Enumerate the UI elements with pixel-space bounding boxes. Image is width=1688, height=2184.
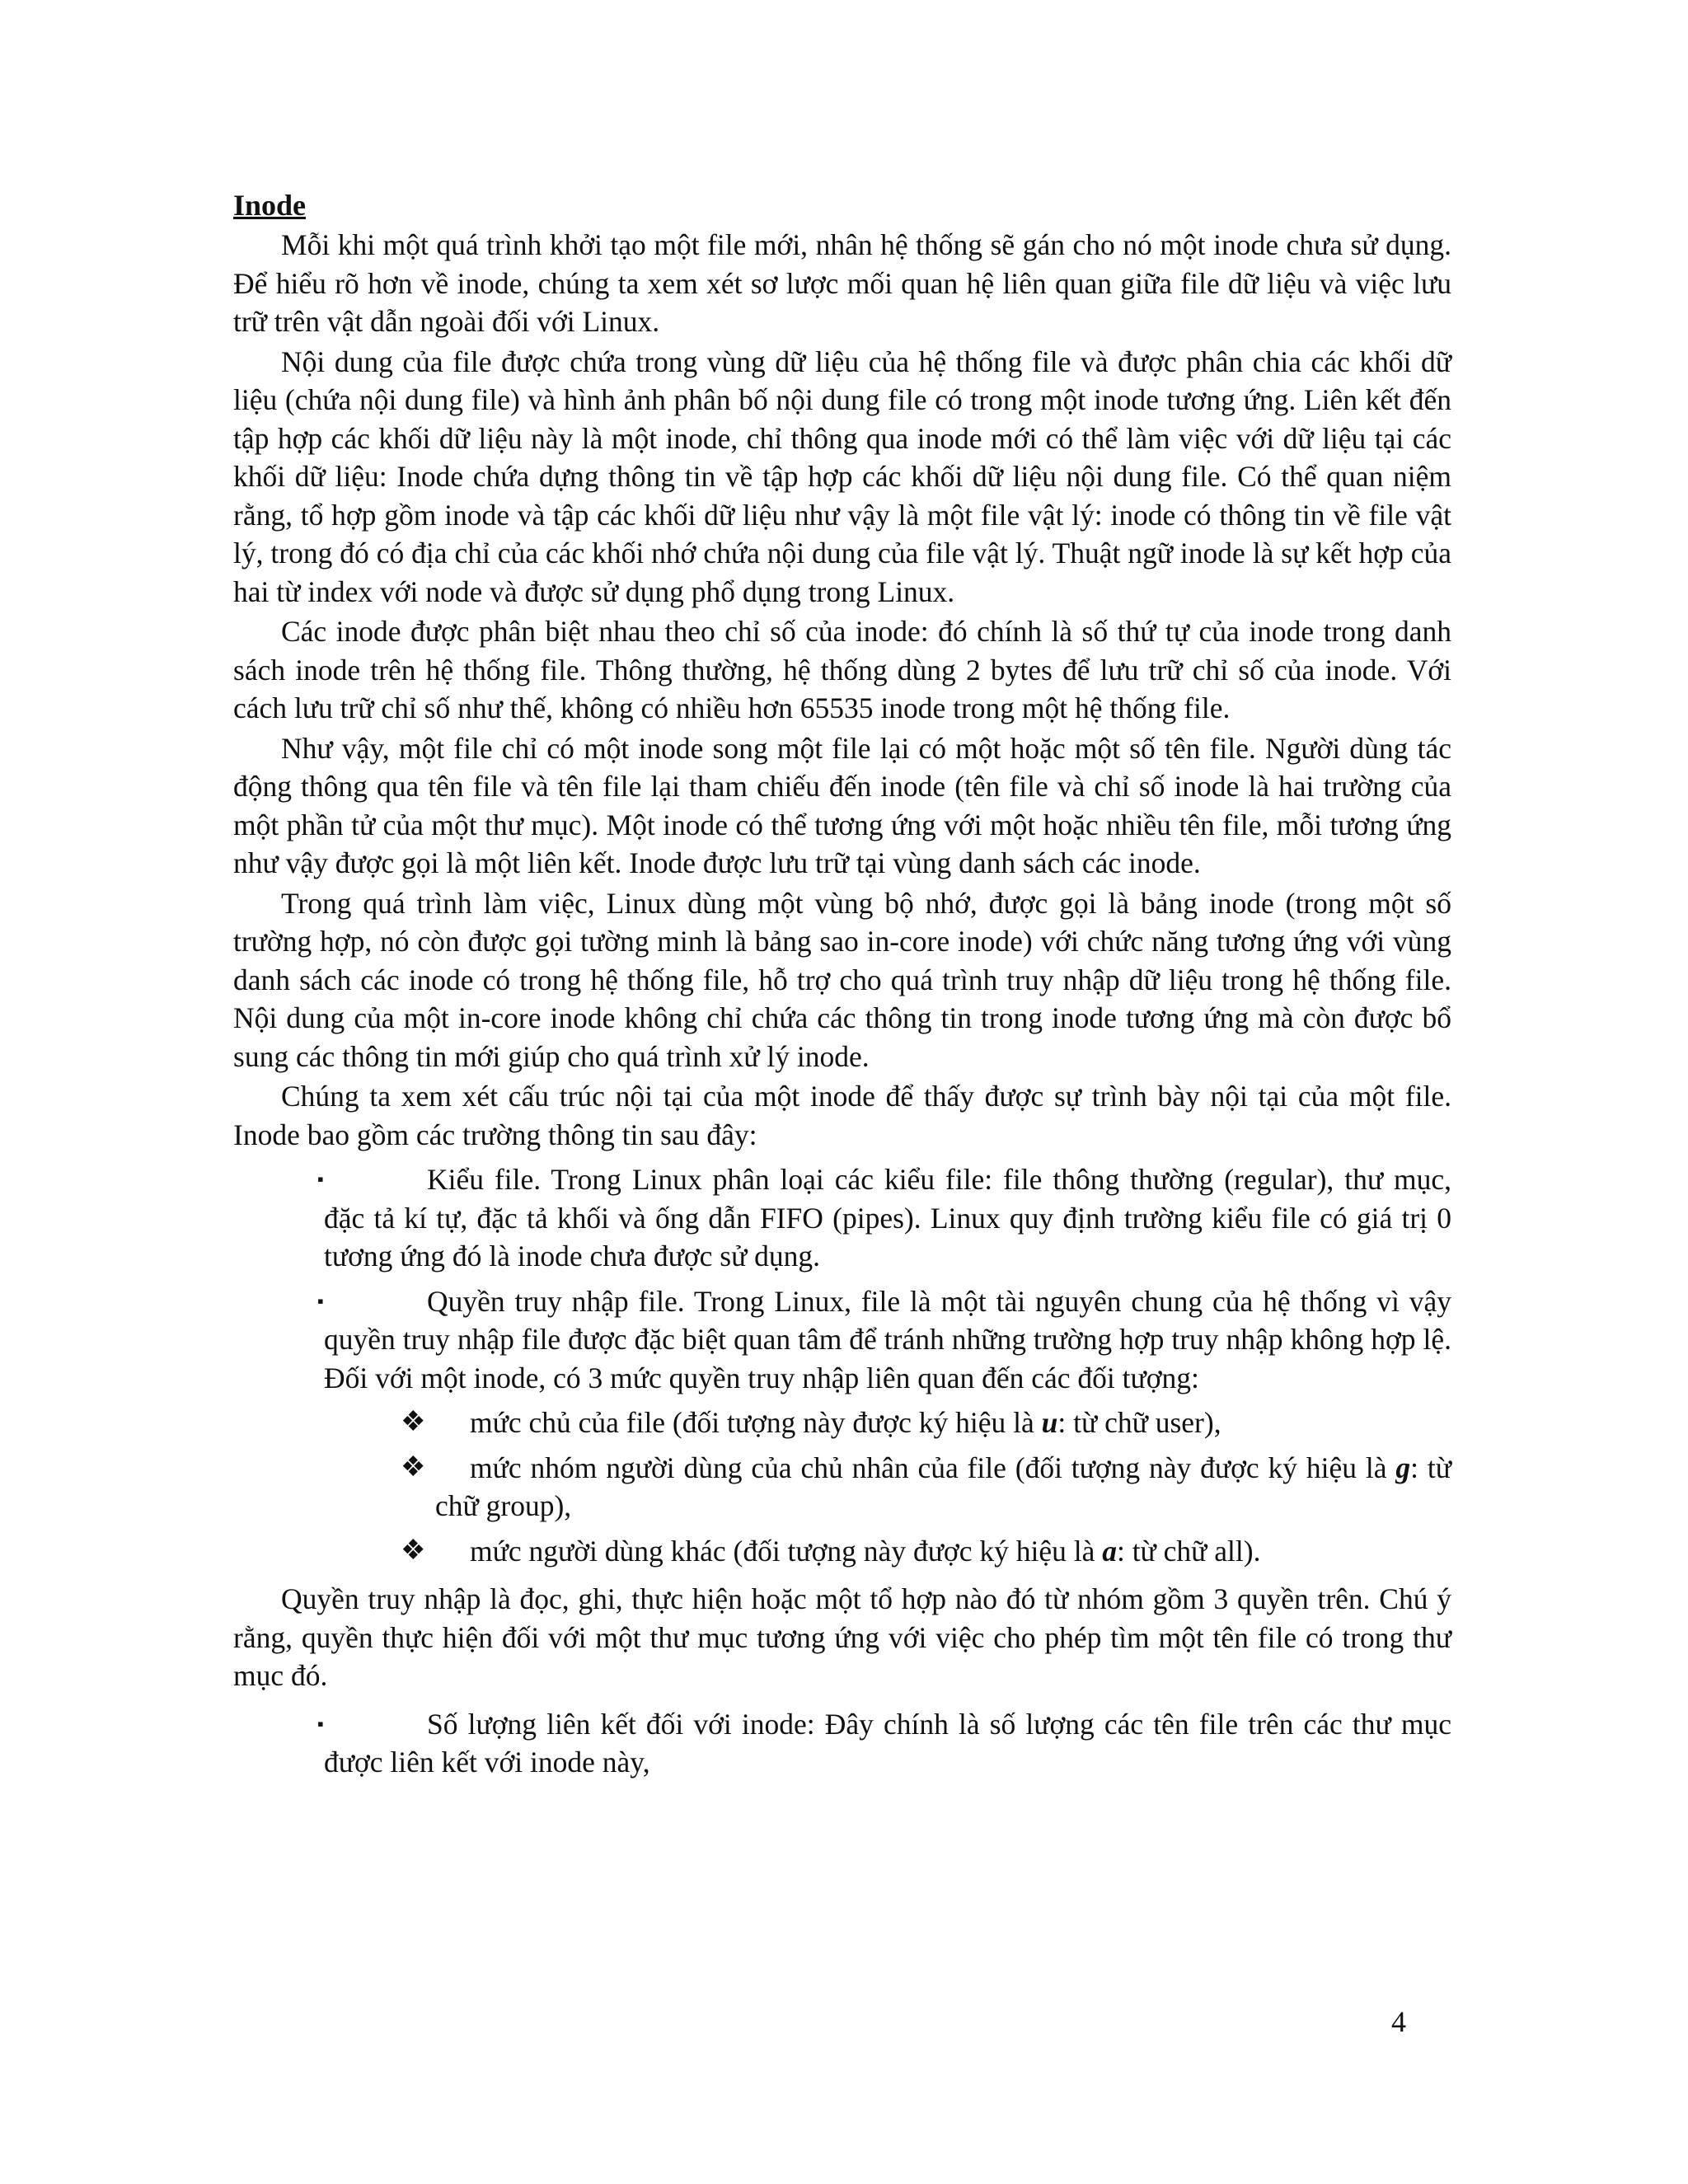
list-item-text: Kiểu file. Trong Linux phân loại các kiểu file: file thông thường (regular), thư mục, đặc tả kí tự, đặc tả khối và ống dẫn FIFO (pipes). Linux quy định trường kiểu file có giá trị 0 tương ứng đó là inode chưa được sử dụng.	[324, 1163, 1451, 1272]
paragraph: Như vậy, một file chỉ có một inode song một file lại có một hoặc một số tên file. Người dùng tác động thông qua tên file và tên file lại tham chiếu đến inode (tên file và chỉ số inode là hai trường của một phần tử của một thư mục). Một inode có thể tương ứng với một hoặc nhiều tên file, mỗi tương ứng như vậy được gọi là một liên kết. Inode được lưu trữ tại vùng danh sách các inode.	[233, 731, 1451, 879]
paragraph: Trong quá trình làm việc, Linux dùng một vùng bộ nhớ, được gọi là bảng inode (trong một số trường hợp, nó còn được gọi tường minh là bảng sao in-core inode) với chức năng tương ứng với vùng danh sách các inode có trong hệ thống file, hỗ trợ cho quá trình truy nhập dữ liệu trong hệ thống file. Nội dung của một in-core inode không chỉ chứa các thông tin trong inode tương ứng mà còn được bổ sung các thông tin mới giúp cho quá trình xử lý inode.	[233, 886, 1451, 1073]
section-title: Inode	[233, 189, 307, 222]
sub-item-text: : từ chữ user),	[1057, 1406, 1221, 1439]
list-item	[317, 1705, 1451, 1782]
bullet-square-icon: ▪	[317, 1713, 324, 1734]
sub-item-text: : từ chữ group),	[435, 1451, 1451, 1522]
diamond-bullet-icon: ❖	[401, 1407, 426, 1437]
paragraph: Nội dung của file được chứa trong vùng dữ liệu của hệ thống file và được phân chia các khối dữ liệu (chứa nội dung file) và hình ảnh phân bố nội dung file có trong một inode tương ứng. Liên kết đến tập hợp các khối dữ liệu này là một inode, chỉ thông qua inode mới có thể làm việc với dữ liệu tại các khối dữ liệu: Inode chứa dựng thông tin về tập hợp các khối dữ liệu nội dung file. Có thể quan niệm rằng, tổ hợp gồm inode và tập các khối dữ liệu như vậy là một file vật lý: inode có thông tin về file vật lý, trong đó có địa chỉ của các khối nhớ chứa nội dung của file vật lý. Thuật ngữ inode là sự kết hợp của hai từ index với node và được sử dụng phổ dụng trong Linux.	[233, 344, 1451, 608]
paragraph: Quyền truy nhập là đọc, ghi, thực hiện hoặc một tổ hợp nào đó từ nhóm gồm 3 quyền trên. Chú ý rằng, quyền thực hiện đối với một thư mục tương ứng với việc cho phép tìm một tên file có trong thư mục đó.	[233, 1582, 1451, 1692]
sub-item-text: mức người dùng khác (đối tượng này được ký hiệu là	[470, 1534, 1103, 1568]
sub-list-item	[401, 1449, 1451, 1526]
list-item	[317, 1282, 1451, 1398]
list-item-text: Số lượng liên kết đối với inode: Đây chính là số lượng các tên file trên các thư mục được liên kết với inode này,	[324, 1707, 1451, 1779]
sub-list-item	[401, 1404, 1451, 1442]
diamond-bullet-icon: ❖	[401, 1451, 426, 1483]
paragraph: Mỗi khi một quá trình khởi tạo một file mới, nhân hệ thống sẽ gán cho nó một inode chưa sử dụng. Để hiểu rõ hơn về inode, chúng ta xem xét sơ lược mối quan hệ liên quan giữa file dữ liệu và việc lưu trữ trên vật dẫn ngoài đối với Linux.	[233, 228, 1451, 338]
sub-item-text: mức chủ của file (đối tượng này được ký hiệu là	[470, 1406, 1042, 1439]
symbol-a: a	[1102, 1534, 1117, 1568]
page-content	[233, 186, 1451, 1782]
sub-item-text: mức nhóm người dùng của chủ nhân của file (đối tượng này được ký hiệu là	[470, 1451, 1396, 1484]
list-item-text: Quyền truy nhập file. Trong Linux, file là một tài nguyên chung của hệ thống vì vậy quyền truy nhập file được đặc biệt quan tâm để tránh những trường hợp truy nhập không hợp lệ. Đối với một inode, có 3 mức quyền truy nhập liên quan đến các đối tượng:	[324, 1284, 1451, 1394]
sub-item-text: : từ chữ all).	[1116, 1534, 1261, 1568]
bullet-square-icon: ▪	[317, 1290, 324, 1311]
diamond-bullet-icon: ❖	[401, 1535, 426, 1566]
paragraph: Các inode được phân biệt nhau theo chỉ số của inode: đó chính là số thứ tự của inode trong danh sách inode trên hệ thống file. Thông thường, hệ thống dùng 2 bytes để lưu trữ chỉ số của inode. Với cách lưu trữ chỉ số như thế, không có nhiều hơn 65535 inode trong một hệ thống file.	[233, 615, 1451, 724]
sub-list-item	[401, 1532, 1451, 1571]
list-item	[317, 1160, 1451, 1276]
symbol-u: u	[1041, 1406, 1058, 1439]
bullet-square-icon: ▪	[317, 1169, 324, 1189]
symbol-g: g	[1395, 1451, 1411, 1484]
page-number: 4	[1391, 2005, 1406, 2038]
paragraph: Chúng ta xem xét cấu trúc nội tại của một inode để thấy được sự trình bày nội tại của một file. Inode bao gồm các trường thông tin sau đây:	[233, 1080, 1451, 1151]
